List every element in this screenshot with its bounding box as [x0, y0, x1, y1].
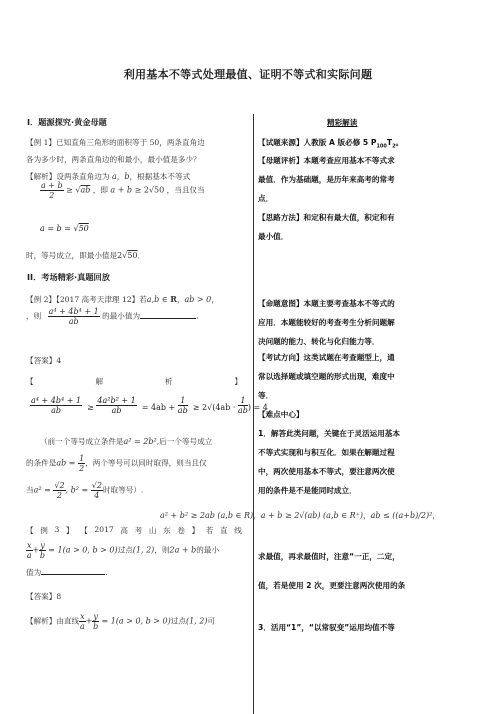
answer-1: 【答案】4 — [26, 356, 62, 365]
note-line-2: 的条件是ab = $\frac{1}{2}$ ，两个等号可以同时取得，则当且仅 — [26, 454, 207, 473]
key-heading: 【难点中心】 — [258, 410, 304, 419]
direction-line-2: 常以选择题或填空题的形式出现，难度中 — [258, 372, 395, 381]
solution-3-line-1: 【解析】由直线 $\frac{x}{a}$ + $\frac{y}{b}$ = 1(a > 0, b > 0)过点(1, 2)可 — [26, 612, 216, 631]
solution-1-line-4: 时，等号成立，即最小值是2√50． — [26, 251, 146, 260]
intent-line-3: 决问题的能力、转化与化归能力等． — [258, 337, 380, 346]
example-3-line-1: 【 例 3 】 【 2017 高 考 山 东 卷 】 若 直 线 — [26, 525, 242, 535]
key-line-1: 1．解答此类问题，关键在于灵活运用基本 — [258, 429, 400, 438]
section-heading-2: II．考场精彩·真题回放 — [27, 272, 110, 282]
source-line: 【试题来源】人教版 A 版必修 5 $P_{100}T_2$。 — [258, 138, 404, 150]
overflow-line-2: 值，若是使用 2 次，更要注意两次使用的条 — [258, 581, 406, 590]
direction-line-1: 【考试方向】这类试题在考查题型上，通 — [258, 353, 395, 362]
comment-line-1: 【母题评析】本题考查应用基本不等式求 — [258, 156, 395, 165]
example-1-line-2: 各为多少时，两条直角边的和最小，最小值是多少？ — [26, 155, 201, 164]
column-header: 精彩解读 — [327, 118, 358, 127]
solution-1-formula: $\frac{a + b}{2}$ ≥ √ab ，即 a + b ≥ 2√50 ，当且仅当 — [41, 181, 205, 200]
note-line-1: （前一个等号成立条件是a² = 2b²,后一个等号成立 — [40, 437, 213, 446]
analysis-heading: 【 解 析 】 — [26, 377, 242, 386]
comment-line-2: 最值．作为基础题，是历年来高考的常考 — [258, 175, 395, 184]
intent-line-1: 【命题意图】本题主要考查基本不等式的 — [258, 299, 395, 308]
equality-condition: a = b = √50 — [40, 224, 89, 233]
intent-line-2: 应用．本题能较好的考查考生分析问题解 — [258, 318, 395, 327]
section-heading-1: I．题源探究·黄金母题 — [27, 117, 107, 127]
inequality-summary: a² + b² ≥ 2ab (a,b ∈ R)，a + b ≥ 2√(ab) (a,b ∈ R⁺)，ab ≤ ((a+b)/2)²， — [160, 511, 440, 520]
direction-line-3: 等． — [258, 391, 274, 400]
method-line-2: 最小值． — [258, 232, 289, 241]
comment-line-3: 点． — [258, 194, 274, 203]
solution-1-line-1: 【解析】设两条直角边为 a，b，根据基本不等式 — [26, 172, 191, 181]
key-line-5: 3．活用“1”，“以常驭变”运用均值不等 — [258, 623, 395, 632]
key-line-4: 用的条件是不是能同时成立． — [258, 486, 357, 495]
example-1-line-1: 【例 1】已知直角三角形的面积等于 50，两条直角边 — [26, 138, 205, 147]
page-title: 利用基本不等式处理最值、证明不等式和实际问题 — [123, 68, 373, 81]
example-2-line-1: 【例 2】【2017 高考天津理 12】若a,b ∈ R，ab > 0， — [26, 294, 219, 304]
key-line-2: 不等式实现和与积互化．如果在解题过程 — [258, 448, 395, 457]
note-line-3: 当a² = $\frac{√2}{2}$ , b² = $\frac{√2}{4}$ 时取等号）. — [26, 481, 144, 500]
answer-2: 【答案】8 — [26, 592, 62, 601]
analysis-formula: $\frac{\text{a⁴ + 4b⁴ + 1}}{ab}$ ≥ $\frac{\text{4a²b² + 1}}{ab}$ = 4ab + $\frac{1}{ab}$ ≥ 2√(4ab · $\frac{1}{ab}$ ) = 4 — [31, 396, 268, 415]
example-3-line-2: $\frac{x}{a}$ + $\frac{y}{b}$ = 1(a > 0, b > 0)过点(1, 2)，则2a + b的最小 — [26, 541, 220, 560]
example-2-line-2: ，则 $\frac{\text{a⁴ + 4b⁴ + 1}}{ab}$ 的最小值为 . — [26, 307, 199, 326]
method-line-1: 【思路方法】和定积有最大值，积定和有 — [258, 213, 395, 222]
key-line-3: 中，两次使用基本不等式，要注意两次使 — [258, 467, 395, 476]
example-3-line-3: 值为 . — [26, 568, 108, 577]
overflow-line-1: 求最值，再求最值时，注意“一正，二定， — [258, 552, 400, 561]
